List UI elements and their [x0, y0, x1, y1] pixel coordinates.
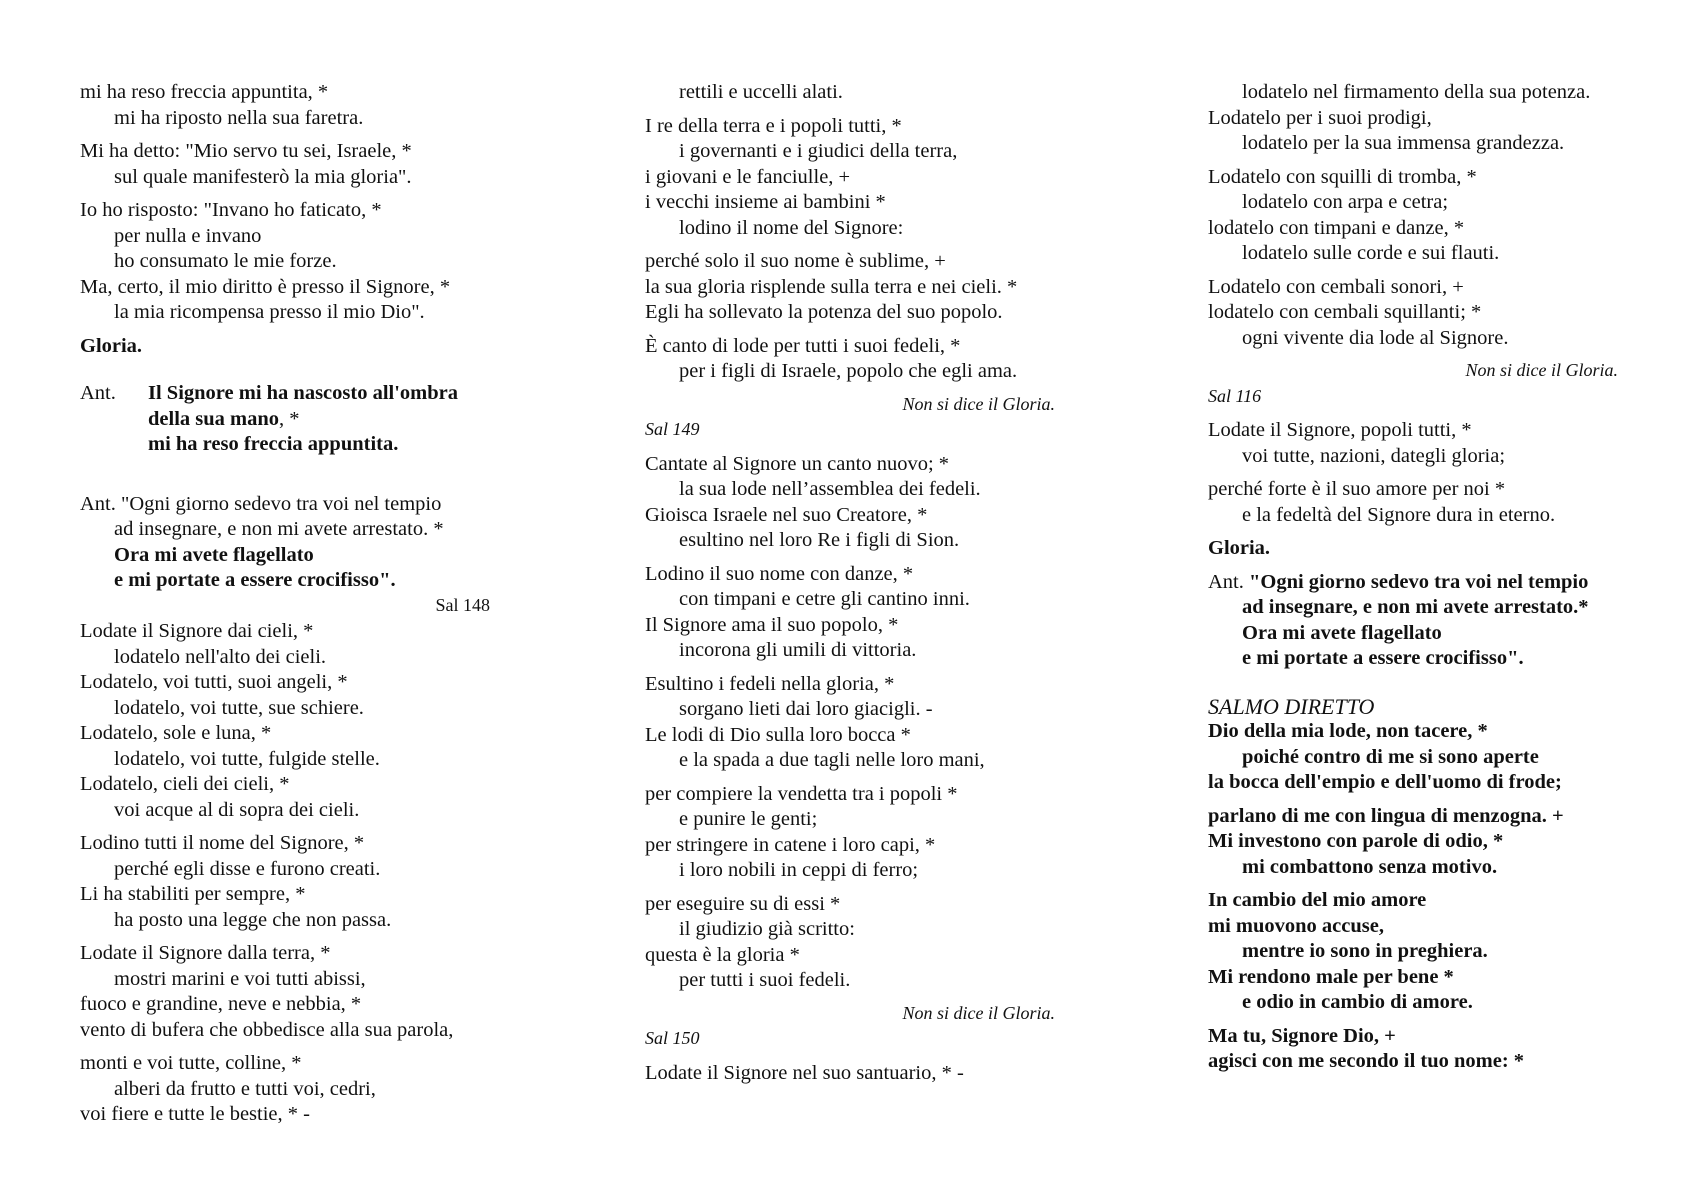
verse-line: la sua lode nell’assemblea dei fedeli. [679, 478, 981, 500]
stanza [80, 198, 580, 326]
verse-line: perché egli disse e furono creati. [114, 857, 381, 880]
verse-line: Li ha stabiliti per sempre, * [80, 883, 306, 905]
stanza [1208, 888, 1638, 1016]
verse-line: monti e voi tutte, colline, * [80, 1052, 302, 1074]
verse-line: e odio in cambio di amore. [1242, 991, 1473, 1013]
verse-line: Io ho risposto: "Invano ho faticato, * [80, 199, 382, 221]
stanza [80, 619, 580, 823]
verse-line: Lodate il Signore, popoli tutti, * [1208, 419, 1472, 441]
stanza [1208, 804, 1638, 881]
stanza [80, 1051, 580, 1128]
rubric-no-gloria: Non si dice il Gloria. [902, 1002, 1055, 1023]
stanza [80, 941, 580, 1043]
verse-line: È canto di lode per tutti i suoi fedeli, * [645, 334, 961, 357]
verse-line: I re della terra e i popoli tutti, * [645, 114, 902, 137]
stanza [645, 114, 1055, 242]
verse-line: e la spada a due tagli nelle loro mani, [679, 749, 985, 771]
stanza [645, 782, 1055, 884]
verse-line: per tutti i suoi fedeli. [679, 969, 851, 991]
stanza [1208, 80, 1638, 157]
rubric-no-gloria: Non si dice il Gloria. [902, 393, 1055, 414]
verse-line: mostri marini e voi tutti abissi, [114, 967, 366, 990]
verse-line: Lodatelo con squilli di tromba, * [1208, 165, 1477, 188]
verse-line: fuoco e grandine, neve e nebbia, * [80, 993, 362, 1015]
stanza [80, 831, 580, 933]
verse-line: la bocca dell'empio e dell'uomo di frode; [1208, 771, 1562, 793]
verse-line: sorgano lieti dai loro giacigli. - [679, 698, 933, 720]
verse-line: Lodate il Signore dalla terra, * [80, 942, 331, 964]
stanza [645, 892, 1055, 994]
stanza [645, 672, 1055, 774]
column-left [80, 80, 580, 1128]
verse-line: perché forte è il suo amore per noi * [1208, 478, 1506, 500]
verse-line: Lodino tutti il nome del Signore, * [80, 832, 365, 854]
verse-line: i loro nobili in ceppi di ferro; [679, 859, 919, 881]
psalm-ref: Sal 149 [645, 419, 700, 439]
verse-line: Il Signore mi ha nascosto all'ombra [148, 382, 458, 404]
gloria-label: Gloria. [80, 334, 143, 357]
verse-line: lodatelo per la sua immensa grandezza. [1242, 132, 1565, 154]
verse-line: lodatelo, voi tutte, sue schiere. [114, 696, 364, 719]
verse-line: Lodatelo, voi tutti, suoi angeli, * [80, 671, 348, 693]
stanza [645, 562, 1055, 664]
stanza [645, 452, 1055, 554]
verse-line: Mi rendono male per bene * [1208, 965, 1454, 988]
antiphon-label: Ant. [1208, 570, 1249, 593]
stanza [645, 80, 1055, 106]
verse-line: lodatelo con arpa e cetra; [1242, 191, 1449, 213]
verse-line: Lodatelo, cieli dei cieli, * [80, 773, 290, 795]
verse-line: Lodatelo, sole e luna, * [80, 722, 272, 744]
verse-line: ha posto una legge che non passa. [114, 908, 392, 931]
verse-line: la mia ricompensa presso il mio Dio". [114, 301, 425, 323]
verse-line: con timpani e cetre gli cantino inni. [679, 588, 970, 610]
verse-line: Ora mi avete flagellato [114, 543, 314, 566]
verse-line: Lodate il Signore nel suo santuario, * - [645, 1061, 964, 1084]
verse-line: Ora mi avete flagellato [1242, 621, 1442, 644]
verse-line: Ant. "Ogni giorno sedevo tra voi nel tempio [80, 492, 442, 515]
verse-line: lodatelo nell'alto dei cieli. [114, 645, 327, 668]
verse-line: ho consumato le mie forze. [114, 250, 337, 272]
verse-mark: , * [279, 407, 300, 430]
verse-line: e la fedeltà del Signore dura in eterno. [1242, 503, 1556, 526]
verse-line: voi tutte, nazioni, dategli gloria; [1242, 444, 1506, 467]
antiphon-text [148, 381, 458, 458]
psalm-ref: Sal 148 [435, 594, 490, 615]
verse-line: rettili e uccelli alati. [679, 81, 843, 103]
stanza [1208, 275, 1638, 352]
gloria-label: Gloria. [1208, 537, 1271, 559]
verse-line: voi fiere e tutte le bestie, * - [80, 1103, 310, 1125]
stanza [645, 334, 1055, 385]
stanza [1208, 165, 1638, 267]
verse-line: Le lodi di Dio sulla loro bocca * [645, 723, 911, 746]
verse-line: lodatelo con cembali squillanti; * [1208, 301, 1482, 323]
verse-line: incorona gli umili di vittoria. [679, 639, 917, 661]
verse-line: Egli ha sollevato la potenza del suo popolo. [645, 301, 1003, 323]
verse-line: Lodino il suo nome con danze, * [645, 562, 914, 585]
verse-line: lodatelo con timpani e danze, * [1208, 216, 1465, 239]
verse-line: Dio della mia lode, non tacere, * [1208, 720, 1488, 742]
verse-line: i giovani e le fanciulle, + [645, 165, 851, 188]
verse-line: Il Signore ama il suo popolo, * [645, 613, 899, 636]
verse-line: In cambio del mio amore [1208, 889, 1427, 911]
verse-line: per nulla e invano [114, 224, 262, 247]
verse-line: perché solo il suo nome è sublime, + [645, 250, 946, 272]
verse-line: Ma tu, Signore Dio, + [1208, 1024, 1396, 1047]
stanza [645, 1061, 1055, 1087]
verse-line: i governanti e i giudici della terra, [679, 140, 958, 162]
verse-line: per stringere in catene i loro capi, * [645, 833, 936, 856]
stanza [80, 139, 580, 190]
verse-line: e mi portate a essere crocifisso". [114, 569, 396, 591]
verse-line: i vecchi insieme ai bambini * [645, 191, 886, 213]
verse-line: lodatelo nel firmamento della sua potenza. [1242, 81, 1591, 103]
stanza [80, 80, 580, 131]
verse-line: per i figli di Israele, popolo che egli ama. [679, 360, 1018, 382]
verse-line: "Ogni giorno sedevo tra voi nel tempio [1249, 570, 1589, 593]
verse-line: il giudizio già scritto: [679, 918, 855, 940]
psalm-ref: Sal 150 [645, 1028, 700, 1048]
verse-line: agisci con me secondo il tuo nome: * [1208, 1050, 1525, 1072]
verse-line: lodatelo sulle corde e sui flauti. [1242, 242, 1500, 264]
verse-line: lodino il nome del Signore: [679, 216, 904, 239]
verse-line: Lodatelo per i suoi prodigi, [1208, 106, 1432, 129]
verse-line: ad insegnare, e non mi avete arrestato.* [1242, 596, 1589, 618]
verse-line: della sua mano [148, 407, 279, 430]
antiphon [1208, 570, 1638, 672]
verse-line: mi muovono accuse, [1208, 914, 1384, 937]
antiphon [80, 492, 580, 594]
verse-line: vento di bufera che obbedisce alla sua parola, [80, 1018, 454, 1041]
psalm-ref: Sal 116 [1208, 385, 1262, 406]
verse-line: poiché contro di me si sono aperte [1242, 745, 1539, 768]
antiphon-label: Ant. [80, 382, 116, 404]
section-title: SALMO DIRETTO [1208, 693, 1375, 719]
verse-line: parlano di me con lingua di menzogna. + [1208, 804, 1564, 827]
stanza [1208, 1024, 1638, 1075]
column-right [1208, 80, 1638, 1075]
verse-line: e punire le genti; [679, 808, 818, 830]
verse-line: Lodatelo con cembali sonori, + [1208, 275, 1464, 298]
verse-line: alberi da frutto e tutti voi, cedri, [114, 1077, 376, 1100]
stanza [645, 249, 1055, 326]
verse-line: Mi investono con parole di odio, * [1208, 830, 1504, 852]
verse-line: Gioisca Israele nel suo Creatore, * [645, 503, 928, 526]
stanza [1208, 418, 1638, 469]
verse-line: mi ha reso freccia appuntita. [148, 433, 399, 455]
verse-line: la sua gloria risplende sulla terra e nei cieli. * [645, 275, 1018, 298]
verse-line: lodatelo, voi tutte, fulgide stelle. [114, 747, 380, 770]
column-middle [645, 80, 1055, 1086]
stanza [1208, 719, 1638, 796]
verse-line: voi acque al di sopra dei cieli. [114, 798, 360, 821]
verse-line: Esultino i fedeli nella gloria, * [645, 672, 895, 695]
verse-line: e mi portate a essere crocifisso". [1242, 647, 1524, 669]
verse-line: mi ha reso freccia appuntita, * [80, 81, 329, 103]
verse-line: ad insegnare, e non mi avete arrestato. * [114, 518, 444, 540]
verse-line: per eseguire su di essi * [645, 892, 841, 915]
verse-line: Ma, certo, il mio diritto è presso il Signore, * [80, 275, 451, 298]
verse-line: sul quale manifesterò la mia gloria". [114, 165, 412, 188]
verse-line: esultino nel loro Re i figli di Sion. [679, 529, 960, 551]
verse-line: ogni vivente dia lode al Signore. [1242, 326, 1509, 349]
verse-line: questa è la gloria * [645, 943, 800, 966]
verse-line: Mi ha detto: "Mio servo tu sei, Israele, * [80, 140, 412, 162]
verse-line: per compiere la vendetta tra i popoli * [645, 782, 958, 805]
verse-line: mentre io sono in preghiera. [1242, 940, 1488, 962]
antiphon [80, 381, 580, 458]
rubric-no-gloria: Non si dice il Gloria. [1465, 360, 1618, 380]
verse-line: mi combattono senza motivo. [1242, 855, 1498, 878]
verse-line: Lodate il Signore dai cieli, * [80, 620, 314, 642]
verse-line: Cantate al Signore un canto nuovo; * [645, 452, 950, 475]
stanza [1208, 477, 1638, 528]
verse-line: mi ha riposto nella sua faretra. [114, 106, 364, 129]
